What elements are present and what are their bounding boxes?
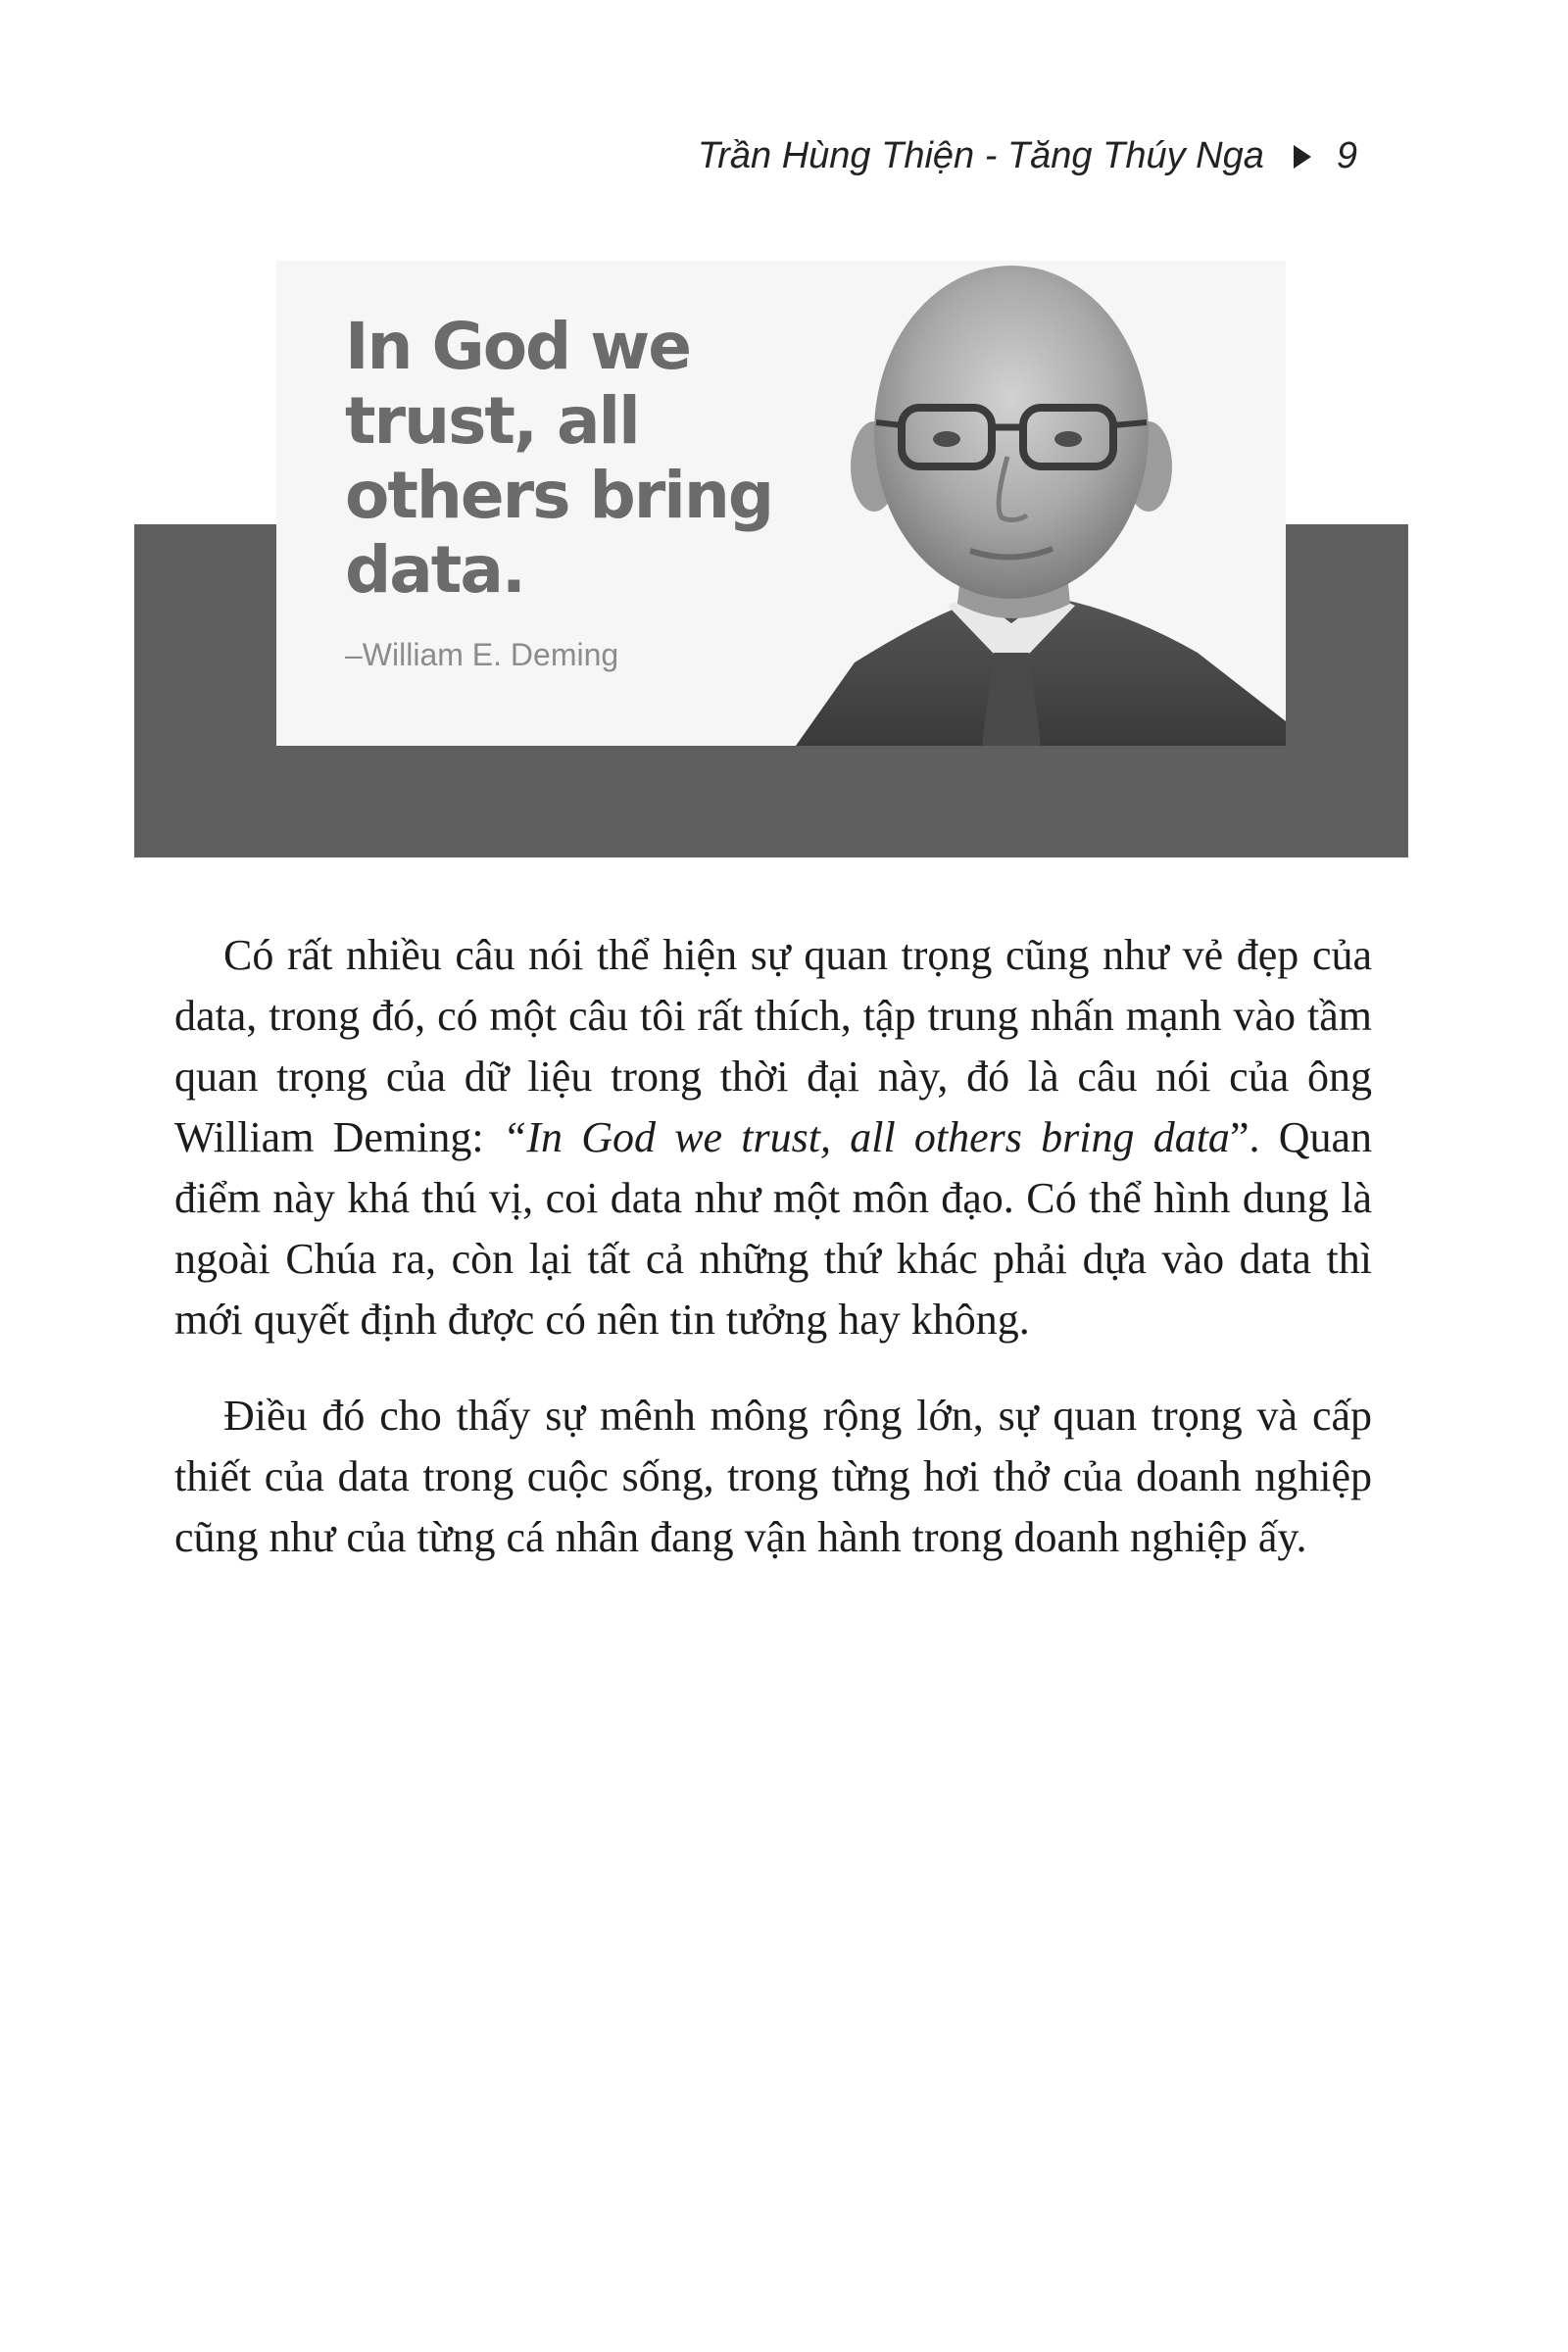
portrait-photo [737,261,1286,746]
quote-line: others bring [345,458,773,533]
paragraph-1-continuation: ”. Quan điểm này khá thú vị, coi data như một môn đạo. Có thể hình dung là ngoài Chúa ra, còn lại tất cả những thứ khác phải dựa vào data thì mới quyết định được có nên tin tưởng hay không. [174,1113,1372,1344]
quote-line: data. [345,532,524,608]
paragraph-1 [174,925,1372,1350]
paragraph-1-text: Có rất nhiều câu nói thể hiện sự quan trọng cũng như vẻ đẹp của data, trong đó, có một câu tôi rất thích, tập trung nhấn mạnh vào tầm quan trọng của dữ liệu trong thời đại này, đó là câu nói của ông William Deming: [174,931,1372,1161]
inline-quote: “In God we trust, all others bring data [502,1113,1230,1161]
quote-line: trust, all [345,383,639,459]
quote-card [276,261,1286,746]
quote-author: –William E. Deming [345,637,619,672]
page-number: 9 [1336,135,1357,176]
body-text [174,925,1372,1603]
running-header [698,135,1357,177]
header-authors: Trần Hùng Thiện - Tăng Thúy Nga [697,135,1264,176]
quote-line: In God we [345,309,690,384]
paragraph-2: Điều đó cho thấy sự mênh mông rộng lớn, sự quan trọng và cấp thiết của data trong cuộc sống, trong từng hơi thở của doanh nghiệp cũng như của từng cá nhân đang vận hành trong doanh nghiệp ấy. [174,1392,1372,1561]
play-arrow-icon [1294,145,1311,169]
